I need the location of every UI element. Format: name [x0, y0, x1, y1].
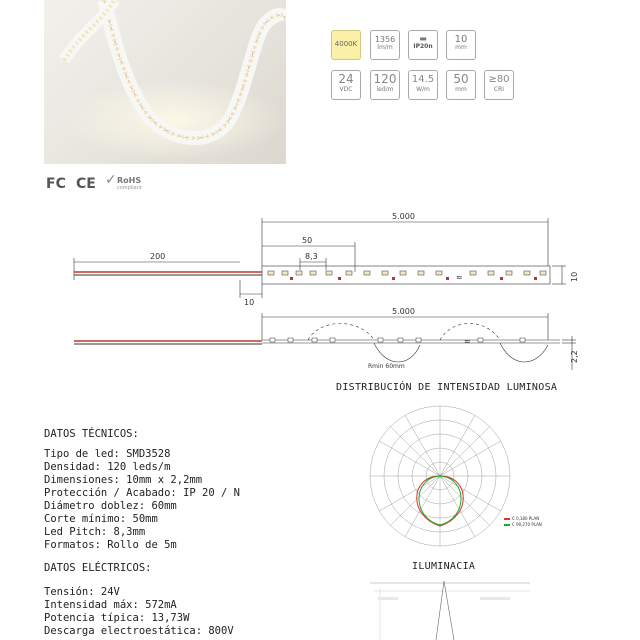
rohs-logo: ✓ RoHS compliant	[105, 172, 142, 191]
width-label: 10	[570, 271, 579, 282]
elec-line: Intensidad máx: 572mA	[44, 599, 177, 611]
tech-line: Densidad: 120 leds/m	[44, 461, 171, 473]
tech-title: DATOS TÉCNICOS:	[44, 428, 139, 440]
elec-line: Potencia típica: 13,73W	[44, 612, 190, 624]
bottom-length-label: 5.000	[392, 307, 415, 316]
illum-title: ILUMINACIA	[412, 561, 476, 572]
cut-length-icon: 50 mm	[446, 70, 476, 100]
top-length-label: 5.000	[392, 212, 415, 221]
elec-line: Descarga electroestática: 800V	[44, 625, 234, 637]
thickness-label: 2,2	[570, 350, 579, 363]
illuminance-chart	[370, 575, 550, 640]
tech-line: Protección / Acabado: IP 20 / N	[44, 487, 240, 499]
tech-line: Formatos: Rollo de 5m	[44, 539, 177, 551]
ip-rating-icon: ▬ IP20n	[408, 30, 438, 60]
color-temp-icon: 4000K	[331, 30, 361, 60]
tech-line: Led Pitch: 8,3mm	[44, 526, 146, 538]
tech-list	[44, 448, 240, 552]
polar-distribution-chart	[350, 398, 550, 558]
elec-list	[44, 586, 234, 638]
svg-text:C 90,270 PLAN: C 90,270 PLAN	[512, 522, 542, 527]
leds-per-meter-icon: 120 led/m	[370, 70, 400, 100]
lead-offset-label: 10	[244, 298, 255, 307]
pitch-label: 8,3	[305, 252, 318, 261]
tech-line: Dimensiones: 10mm x 2,2mm	[44, 474, 203, 486]
elec-line: Tensión: 24V	[44, 586, 120, 598]
led-strip-illustration	[44, 0, 286, 164]
tech-line: Corte mínimo: 50mm	[44, 513, 158, 525]
cri-icon: ≥80 CRI	[484, 70, 514, 100]
voltage-icon: 24 VDC	[331, 70, 361, 100]
width-icon: 10 mm	[446, 30, 476, 60]
lumen-icon: 1356 lm/m	[370, 30, 400, 60]
svg-text:≈: ≈	[464, 337, 471, 346]
tech-line: Tipo de led: SMD3528	[44, 448, 171, 460]
polar-title: DISTRIBUCIÓN DE INTENSIDAD LUMINOSA	[336, 382, 558, 393]
rohs-check-icon: ✓	[105, 172, 117, 188]
svg-text:≈: ≈	[456, 273, 463, 282]
power-icon: 14.5 W/m	[408, 70, 438, 100]
tech-line: Diámetro doblez: 60mm	[44, 500, 177, 512]
technical-drawing	[0, 200, 640, 380]
elec-title: DATOS ELÉCTRICOS:	[44, 562, 152, 574]
lead-length-label: 200	[150, 252, 166, 261]
fcc-logo: FC	[46, 176, 66, 192]
rmin-label: Rmin 60mm	[368, 363, 405, 370]
product-photo	[44, 0, 286, 164]
ce-logo: CE	[76, 176, 96, 192]
svg-text:C 0,180 PLAN: C 0,180 PLAN	[512, 516, 540, 521]
cut-length-label: 50	[302, 236, 313, 245]
